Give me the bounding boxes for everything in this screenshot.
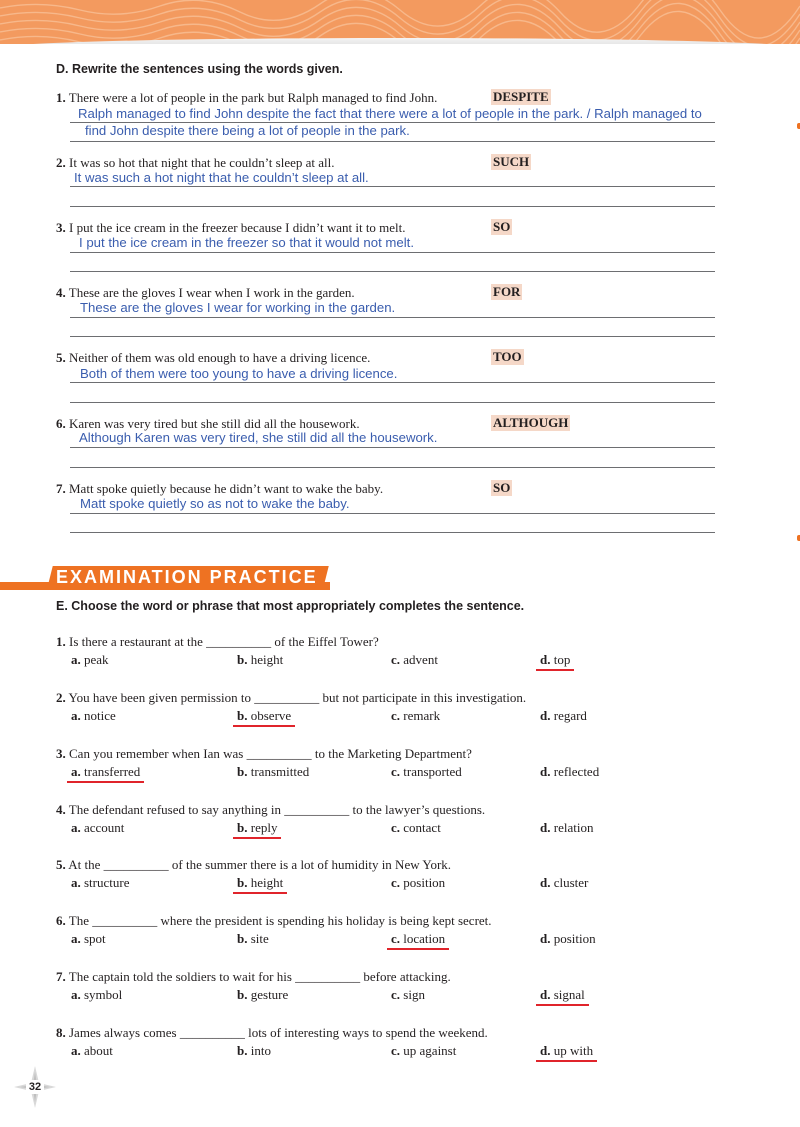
banner-label: EXAMINATION PRACTICE	[56, 567, 318, 587]
wave-pattern-icon	[0, 0, 800, 44]
keyword: SUCH	[493, 154, 530, 169]
question-number: 2.	[56, 690, 66, 705]
answer-text[interactable]: Ralph managed to find John despite the fact that there were a lot of people in the park. / Ralph managed to	[78, 106, 702, 121]
answer-line	[70, 447, 715, 448]
option-c[interactable]: c. sign	[391, 987, 425, 1002]
option-c[interactable]: c. transported	[391, 764, 462, 779]
answer-text[interactable]: These are the gloves I wear for working in the garden.	[80, 300, 396, 315]
item-number: 4.	[56, 285, 66, 300]
keyword: SO	[493, 480, 511, 495]
option-b[interactable]: b. height	[237, 652, 284, 667]
option-d-selected[interactable]: d. signal	[536, 987, 589, 1006]
option-b[interactable]: b. gesture	[237, 987, 289, 1002]
keyword: ALTHOUGH	[493, 415, 569, 430]
answer-line	[70, 382, 715, 383]
option-b-selected[interactable]: b. observe	[233, 708, 295, 727]
item-sentence: These are the gloves I wear when I work in the garden.	[68, 285, 355, 300]
option-d[interactable]: d. reflected	[540, 764, 600, 779]
answer-line	[70, 141, 715, 142]
answer-line	[70, 467, 715, 468]
answer-text[interactable]: I put the ice cream in the freezer so that it would not melt.	[79, 235, 414, 250]
item-number: 7.	[56, 481, 66, 496]
option-d[interactable]: d. cluster	[540, 875, 589, 890]
option-c[interactable]: c. position	[391, 875, 446, 890]
item-sentence: I put the ice cream in the freezer because I didn’t want it to melt.	[69, 220, 406, 235]
item-number: 3.	[56, 220, 66, 235]
question-text: James always comes __________ lots of interesting ways to spend the weekend.	[69, 1025, 488, 1040]
page-number: 32	[26, 1080, 44, 1094]
option-b[interactable]: b. into	[237, 1043, 271, 1058]
option-d[interactable]: d. regard	[540, 708, 587, 723]
option-c-selected[interactable]: c. location	[387, 931, 449, 950]
question-text: The __________ where the president is spending his holiday is being kept secret.	[68, 913, 492, 928]
question-number: 8.	[56, 1025, 66, 1040]
answer-text[interactable]: Both of them were too young to have a driving licence.	[80, 366, 398, 381]
question-number: 6.	[56, 913, 66, 928]
option-c[interactable]: c. up against	[391, 1043, 457, 1058]
option-b-selected[interactable]: b. reply	[233, 820, 281, 839]
option-b[interactable]: b. site	[237, 931, 269, 946]
option-a[interactable]: a. peak	[71, 652, 109, 667]
question-number: 4.	[56, 802, 66, 817]
answer-text[interactable]: Matt spoke quietly so as not to wake the baby.	[80, 496, 350, 511]
question-number: 5.	[56, 857, 66, 872]
section-d-title: D. Rewrite the sentences using the words given.	[56, 62, 343, 76]
answer-line	[70, 402, 715, 403]
question-text: The captain told the soldiers to wait for his __________ before attacking.	[68, 969, 451, 984]
option-c[interactable]: c. advent	[391, 652, 438, 667]
item-number: 6.	[56, 416, 66, 431]
option-d-selected[interactable]: d. up with	[536, 1043, 597, 1062]
answer-line	[70, 271, 715, 272]
keyword: SO	[493, 219, 511, 234]
item-sentence: Karen was very tired but she still did all the housework.	[69, 416, 360, 431]
keyword: TOO	[493, 349, 522, 364]
option-d[interactable]: d. relation	[540, 820, 594, 835]
option-a[interactable]: a. spot	[71, 931, 106, 946]
answer-line	[70, 252, 715, 253]
option-d-selected[interactable]: d. top	[536, 652, 574, 671]
answer-line	[70, 317, 715, 318]
question-text: You have been given permission to __________ but not participate in this investigation.	[68, 690, 527, 705]
option-a[interactable]: a. notice	[71, 708, 116, 723]
question-text: Can you remember when Ian was __________ to the Marketing Department?	[69, 746, 472, 761]
keyword: DESPITE	[493, 89, 549, 104]
page-number-badge	[14, 1066, 56, 1108]
top-banner	[0, 0, 800, 44]
question-text: At the __________ of the summer there is a lot of humidity in New York.	[68, 857, 452, 872]
answer-line	[70, 186, 715, 187]
option-c[interactable]: c. remark	[391, 708, 441, 723]
option-a[interactable]: a. structure	[71, 875, 130, 890]
keyword: FOR	[493, 284, 521, 299]
item-sentence: Neither of them was old enough to have a driving licence.	[69, 350, 371, 365]
option-c[interactable]: c. contact	[391, 820, 441, 835]
item-sentence: It was so hot that night that he couldn’t sleep at all.	[69, 155, 335, 170]
option-b-selected[interactable]: b. height	[233, 875, 287, 894]
question-text: Is there a restaurant at the __________ of the Eiffel Tower?	[69, 634, 379, 649]
question-number: 7.	[56, 969, 66, 984]
section-e-title: E. Choose the word or phrase that most appropriately completes the sentence.	[56, 599, 525, 613]
item-number: 1.	[56, 90, 66, 105]
option-a[interactable]: a. account	[71, 820, 125, 835]
item-sentence: Matt spoke quietly because he didn’t want to wake the baby.	[69, 481, 384, 496]
question-number: 1.	[56, 634, 66, 649]
item-number: 2.	[56, 155, 66, 170]
answer-text[interactable]: Although Karen was very tired, she still did all the housework.	[79, 430, 438, 445]
question-text: The defendant refused to say anything in __________ to the lawyer’s questions.	[68, 802, 486, 817]
answer-line	[70, 513, 715, 514]
question-number: 3.	[56, 746, 66, 761]
option-a[interactable]: a. about	[71, 1043, 113, 1058]
answer-text[interactable]: find John despite there being a lot of people in the park.	[85, 123, 410, 138]
examination-practice-banner	[0, 566, 330, 590]
item-number: 5.	[56, 350, 66, 365]
answer-line	[70, 206, 715, 207]
answer-text[interactable]: It was such a hot night that he couldn’t sleep at all.	[74, 170, 369, 185]
option-b[interactable]: b. transmitted	[237, 764, 310, 779]
option-a[interactable]: a. symbol	[71, 987, 123, 1002]
answer-line	[70, 532, 715, 533]
option-d[interactable]: d. position	[540, 931, 596, 946]
item-sentence: There were a lot of people in the park but Ralph managed to find John.	[68, 90, 438, 105]
answer-line	[70, 336, 715, 337]
option-a-selected[interactable]: a. transferred	[67, 764, 144, 783]
